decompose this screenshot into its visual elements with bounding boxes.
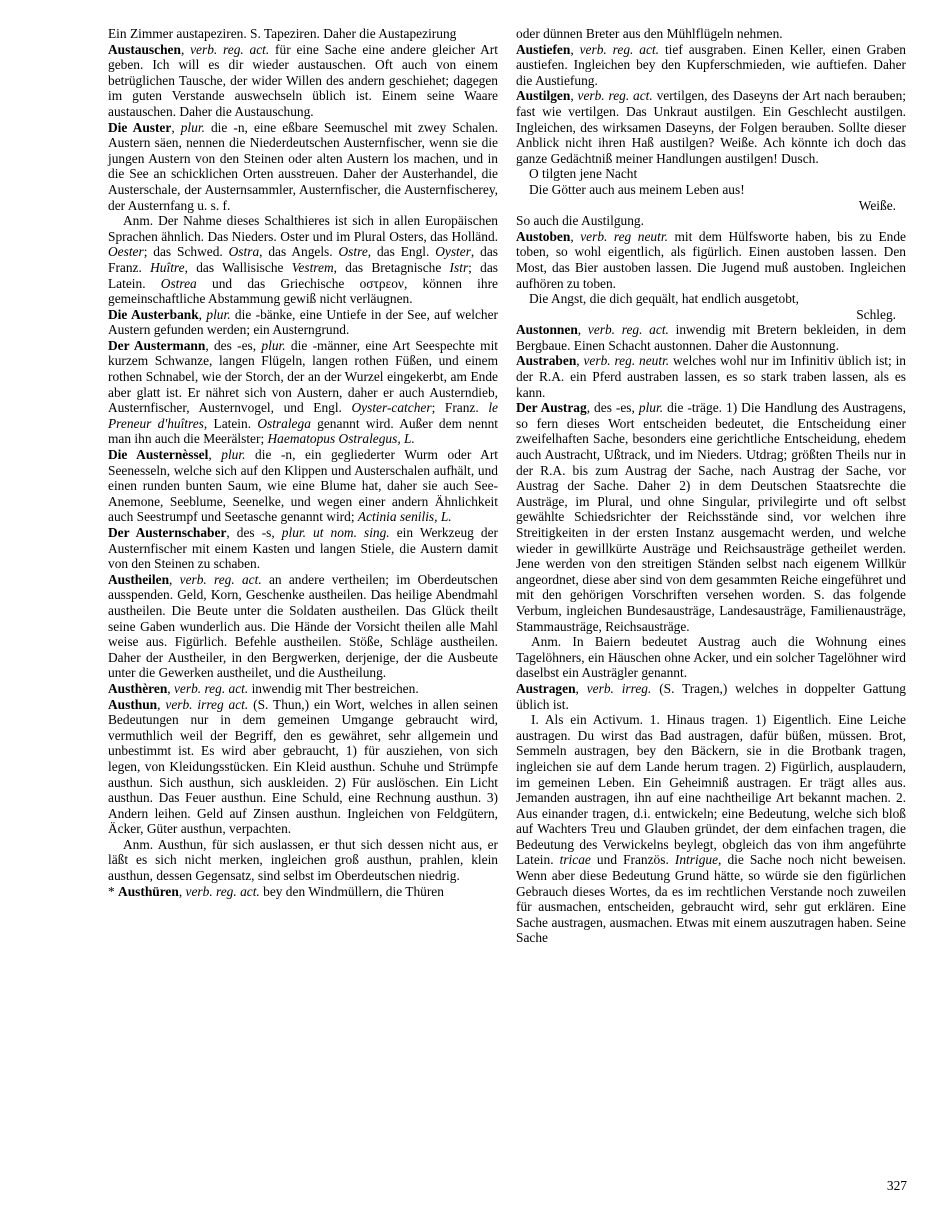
headword: Austoben <box>516 228 571 244</box>
body-text: , <box>167 680 174 696</box>
grammar-label: Vestrem <box>291 259 334 275</box>
grammar-label: plur. <box>638 400 664 416</box>
grammar-label: Oyster-catcher <box>351 400 432 416</box>
entry-austiefen <box>516 42 906 89</box>
body-text: die -männer, eine Art Seespechte mit kurzem Schwanze, langen Flügeln, langen rothen Füßen, und einem rothen Schnabel, wie der Storch, der an der Wurzel eingekerbt, am Ende aber glatt ist. Er nähret sich von Austern, daher er auch Austerndieb, Austernfischer, Austernvogel, und Engl. <box>108 337 499 416</box>
grammar-label: le Preneur d'huîtres <box>108 400 498 431</box>
grammar-label: plur. <box>221 447 246 463</box>
body-text: Weiße. <box>858 197 896 213</box>
body-text: , <box>178 883 186 899</box>
austragen-activum <box>516 712 906 946</box>
grammar-label: verb. reg. act. <box>173 680 249 696</box>
body-text: O tilgten jene Nacht <box>529 166 638 182</box>
body-text: Anm. Austhun, für sich auslassen, er thut sich dessen nicht aus, er läßt es sich nicht merken, ingleichen groß austhun, prahlen, klein austhun, dessen Gegensatz, sind selbst im Oberdeutschen niedrig. <box>108 836 498 884</box>
grammar-label: plur. <box>261 337 286 353</box>
body-text: , <box>180 41 191 57</box>
headword: Die Auster <box>108 119 172 135</box>
body-text: , das Engl. <box>367 244 436 260</box>
headword: Die Austerbank <box>108 306 199 322</box>
headword: Austhun <box>108 696 158 712</box>
body-text: bey den Windmüllern, die Thüren <box>259 883 444 899</box>
grammar-label: Ostre <box>338 244 368 260</box>
anm-auster <box>108 213 498 307</box>
body-text: die -bänke, eine Untiefe in der See, auf welcher Austern gefunden werden; ein Austerngrund. <box>108 306 498 338</box>
grammar-label: plur. <box>180 119 205 135</box>
headword: Austiefen <box>516 41 571 57</box>
body-text: , des -s, <box>226 525 282 540</box>
body-text: Die Angst, die dich gequält, hat endlich ausgetobt, <box>529 291 799 307</box>
grammar-label: verb. reg. neutr. <box>583 353 670 369</box>
grammar-label: verb. irreg act. <box>165 696 249 712</box>
entry-die-austernessel <box>108 447 498 525</box>
grammar-label: verb. reg. act. <box>179 571 262 587</box>
body-text: genannt wird. Außer dem nennt man ihn auch die Meerälster; <box>108 415 498 447</box>
body-text: welches wohl nur im Infinitiv üblich ist; in der R.A. ein Pferd austraben lassen, es so stark traben lassen, als es kann. <box>516 353 906 400</box>
body-text: , das Bretagnische <box>333 259 450 275</box>
grammar-label: Oester <box>108 244 144 260</box>
body-text: Die Götter auch aus meinem Leben aus! <box>529 181 745 197</box>
grammar-label: Istr <box>449 259 469 275</box>
headword: Der Austrag <box>516 400 587 416</box>
entry-continuation-austapeziren <box>108 26 498 42</box>
page-number: 327 <box>886 1178 907 1194</box>
text-column-right <box>516 26 906 946</box>
body-text: mit dem Hülfsworte haben, bis zu Ende toben, so wohl eigentlich, als figürlich. Einen austoben lassen. Den Most, das Bier austoben lassen. Die Jugend muß austoben. Ingleichen aufhören zu toben. <box>516 228 906 291</box>
headword: Austhüren <box>118 883 179 899</box>
body-text: , das Wallisische <box>184 259 292 275</box>
body-text: , das Franz. <box>108 244 498 275</box>
grammar-label: plur. <box>206 306 231 322</box>
body-text: , <box>169 571 180 587</box>
body-text: ; das Latein. <box>108 259 498 291</box>
body-text: ; das Schwed. <box>143 244 229 260</box>
grammar-label: Ostralega <box>257 415 311 431</box>
grammar-label: verb. irreg. <box>586 680 652 696</box>
headword: Austilgen <box>516 88 571 104</box>
body-text: , Latein. <box>203 415 258 431</box>
body-text: , die Sache noch nicht beweisen. Wenn aber diese Bedeutung Grund hätte, so würde sie den figürlichen Gebrauch dieses Wortes, da es im rechtlichen Verstande noch zuweilen für ausmachen, entscheiden, gebraucht wird, sehr gut erklären. Eine Sache austragen, ausmachen. Etwas mit einem auszutragen haben. Seine Sache <box>516 852 906 946</box>
grammar-label: plur. ut nom. sing. <box>281 525 390 540</box>
grammar-label: verb. reg. act. <box>190 41 270 57</box>
grammar-label: tricae <box>559 852 591 868</box>
body-text: die -n, ein gegliederter Wurm oder Art Seenesseln, welche sich auf den Klippen und Austerschalen aufhält, und einen runden bunten Saum, wie eine Blume hat, daher sie auch See-Anemone, Seeblume, Seenelke, und wegen einer andern Ähnlichkeit auch Seestrumpf und Seetasche genannt wird; <box>108 447 498 525</box>
body-text: , <box>171 119 181 135</box>
grammar-label: Actinia senilis, L. <box>357 509 452 525</box>
headword: Der Austermann <box>108 337 206 353</box>
entry-austhueren <box>108 884 498 900</box>
headword: Austhèren <box>108 680 168 696</box>
body-text: , <box>575 680 587 696</box>
anm-austrag <box>516 634 906 681</box>
grammar-label: Huître <box>150 259 185 275</box>
entry-die-auster <box>108 120 498 214</box>
attribution-weisse <box>516 198 906 214</box>
entry-die-austerbank <box>108 307 498 338</box>
body-text: , <box>576 353 584 369</box>
grammar-label: verb. reg. act. <box>587 322 669 338</box>
body-text: vertilgen, des Daseyns der Art nach berauben; fast wie vertilgen. Das Unkraut austilgen. Ein Geschlecht austilgen. Ingleichen, des wirksamen Daseyns, der Folgen berauben. Sollte dieser Anblick nicht ihren Haß austilgen? Weiße. Ach könnte ich doch das ganze Gedächtniß meiner Handlungen austilgen! Dusch. <box>516 88 906 166</box>
body-text: ein Werkzeug der Austernfischer mit einem Kasten und langen Stiele, die Austern damit von den Steinen zu schaben. <box>108 525 498 572</box>
entry-austoben <box>516 229 906 291</box>
grammar-label: verb. reg. act. <box>579 41 660 57</box>
headword: Austragen <box>516 680 576 696</box>
entry-der-austermann <box>108 338 498 447</box>
body-text: (S. Thun,) ein Wort, welches in allen seinen Bedeutungen nur in dem gemeinen Umgange gebraucht wird, vermuthlich weil der Begriff, den es gewähret, sehr allgemein und unbestimmt ist. Es wird aber gebraucht, 1) für ausziehen, von sich legen, von Kleidungsstücken. Ein Kleid austhun. Schuhe und Strümpfe austhun. Sich austhun, sich auskleiden. 2) Für auslöschen. Ein Licht austhun. Das Feuer austhun. Eine Schuld, eine Rechnung austhun. 3) Andern leihen. Geld auf Zinsen austhun. Ingleichen von Feldgütern, Äcker, Güter austhun, verpachten. <box>108 696 499 837</box>
body-text: , <box>570 228 581 244</box>
grammar-label: verb. reg neutr. <box>580 228 668 244</box>
entry-austonnen <box>516 322 906 353</box>
entry-der-austrag <box>516 400 906 634</box>
body-text: , <box>198 306 207 322</box>
body-text: * <box>108 883 119 899</box>
body-text: , <box>577 322 588 338</box>
headword: Austheilen <box>108 571 170 587</box>
entry-continuation-austhueren <box>516 26 906 42</box>
body-text: an andere vertheilen; im Oberdeutschen ausspenden. Geld, Korn, Geschenke austheilen. Das heilige Abendmahl austheilen. Die Beute unter die Soldaten austheilen. Das Glück theilt seine Gaben wunderlich aus. Die Hände der Vorsicht theilen alle Mahl weise aus. Figürlich. Befehle austheilen. Stöße, Schläge austheilen. Daher der Austheiler, in den Bergwerken, derjenige, der die Ausbeute unter die Gewerken austheilet, und die Austheilung. <box>108 571 498 681</box>
verse-line <box>516 182 906 198</box>
austilgung-note <box>516 213 906 229</box>
attribution-schleg <box>516 307 906 323</box>
entry-austhun <box>108 697 498 837</box>
grammar-label: Oyster <box>435 244 471 260</box>
text-column-left <box>108 26 498 946</box>
entry-der-austernschaber <box>108 525 498 572</box>
body-text: Schleg. <box>856 306 896 322</box>
body-text: (S. Tragen,) welches in doppelter Gattung üblich ist. <box>516 680 906 712</box>
entry-austheilen <box>108 572 498 681</box>
entry-austheren <box>108 681 498 697</box>
entry-austraben <box>516 353 906 400</box>
grammar-label: Ostrea <box>160 275 197 291</box>
anm-austhun <box>108 837 498 884</box>
body-text: inwendig mit Bretern bekleiden, in dem Bergbaue. Einen Schacht austonnen. Daher die Austonnung. <box>516 322 906 353</box>
body-text: , des -es, <box>586 400 639 416</box>
body-text: oder dünnen Breter aus den Mühlflügeln nehmen. <box>516 26 783 41</box>
body-text: Anm. Der Nahme dieses Schalthieres ist sich in allen Europäischen Sprachen ähnlich. Das Nieders. Oster und im Plural Osters, das Holländ. <box>108 213 498 244</box>
body-text: Anm. In Baiern bedeutet Austrag auch die Wohnung eines Tagelöhners, ein Häuschen ohne Acker, und ein solcher Tagelöhner wird daselbst ein Austrägler genannt. <box>516 634 906 681</box>
headword: Austauschen <box>108 41 181 57</box>
body-text: , <box>570 41 580 57</box>
headword: Die Austernèssel <box>108 447 209 463</box>
headword: Austonnen <box>516 322 578 338</box>
entry-austragen <box>516 681 906 712</box>
verse-line <box>516 291 906 307</box>
grammar-label: verb. reg. act. <box>185 883 260 899</box>
body-text: und das Griechische οστρεον, können ihre gemeinschaftliche Abstammung gewiß nicht verläugnen. <box>108 275 498 307</box>
body-text: die -n, eine eßbare Seemuschel mit zwey Schalen. Austern säen, nennen die Niederdeutschen Austernfischer, wenn sie die jungen Austern von den Steinen oder alten Austern los machen, und in die See an schicklichen Orten ausstreuen. Daher der Austerhandel, die Austerschale, der Austernsammler, Austernfischer, die Austernfischerey, der Austernfang u. s. f. <box>108 119 498 213</box>
grammar-label: verb. reg. act. <box>577 88 653 104</box>
page-body <box>108 26 907 946</box>
grammar-label: Ostra <box>228 244 260 260</box>
headword: Der Austernschaber <box>108 525 227 540</box>
body-text: , des -es, <box>205 337 262 353</box>
body-text: ; Franz. <box>431 400 489 416</box>
entry-austilgen <box>516 88 906 166</box>
headword: Austraben <box>516 353 577 369</box>
body-text: die -träge. 1) Die Handlung des Austragens, so fern dieses Wort entscheiden bedeutet, die Entscheidung einer zweifelhaften Sache, besonders eine gerichtliche Entscheidung, ehedem auch Austracht, Ußtrack, und im Nieders. Utdrag; größten Theils nur in der R.A. bis zum Austrag der Sache, nach Austrag der Sache, vor Austrag der Sache. Daher 2) in dem Deutschen Staatsrechte die Austräge, im Plural, und ohne Singular, privilegirte und oft selbst gewählte Schiedsrichter der Reichsstände sind, vor welchen ihre Streitigkeiten in der ersten Instanz ausgemacht werden, und welche wieder in gewillkürte Austräge und Reichsausträge getheilet werden. Jene werden von den streitigen Ständen selbst nach eigenem Willkür angeordnet, diese aber sind von dem gesammten Reiche eingeführet und mit den gehörigen Vorschriften versehen worden. S. das folgende Verbum, ingleichen Bundesausträge, Landesausträge, Familienausträge, Stammausträge, Reichsausträge. <box>516 400 906 634</box>
body-text: für eine Sache eine andere gleicher Art geben. Ich will es dir wieder austauschen. Oft auch von einem betrüglichen Tausche, der wider Willen des andern geschiehet; dagegen im guten Verstande auswechseln üblich ist. Einem seine Waare austauschen. Daher die Austauschung. <box>108 41 498 119</box>
body-text: tief ausgraben. Einen Keller, einen Graben austiefen. Ingleichen bey den Kupferschmieden, wie auftiefen. Daher die Austiefung. <box>516 41 906 88</box>
body-text: und Französ. <box>590 852 675 868</box>
body-text: , <box>208 447 222 463</box>
body-text: , <box>570 88 578 104</box>
body-text: , das Angels. <box>259 244 339 260</box>
body-text: Ein Zimmer austapeziren. S. Tapeziren. Daher die Austapezirung <box>108 26 457 41</box>
body-text: inwendig mit Ther bestreichen. <box>248 680 419 696</box>
grammar-label: Haematopus Ostralegus, L. <box>267 431 415 447</box>
body-text: , <box>157 696 166 712</box>
verse-line <box>516 166 906 182</box>
grammar-label: Intrigue <box>674 852 719 868</box>
body-text: I. Als ein Activum. 1. Hinaus tragen. 1) Eigentlich. Eine Leiche austragen. Du wirst das Bad austragen, dafür büßen, müssen. Brot, Semmeln austragen, bey den Bäckern, sie in die Brotbank tragen, ingleichen sie auf dem Lande herum tragen. 2) Figürlich, ausplaudern, im gemeinen Leben. Ein Geheimniß austragen. Er trägt alles aus. Jemanden austragen, ihn auf eine nachtheilige Art bekannt machen. 2. Aus einander tragen, d.i. entwickeln; eine Bedeutung, welche sich bloß auf Wachters Treu und Glauben gründet, der dem einfachen tragen, die Bedeutung des Verwickelns beylegt, obgleich das von ihm angeführte Latein. <box>516 712 906 868</box>
body-text: So auch die Austilgung. <box>516 213 644 229</box>
entry-austauschen <box>108 42 498 120</box>
